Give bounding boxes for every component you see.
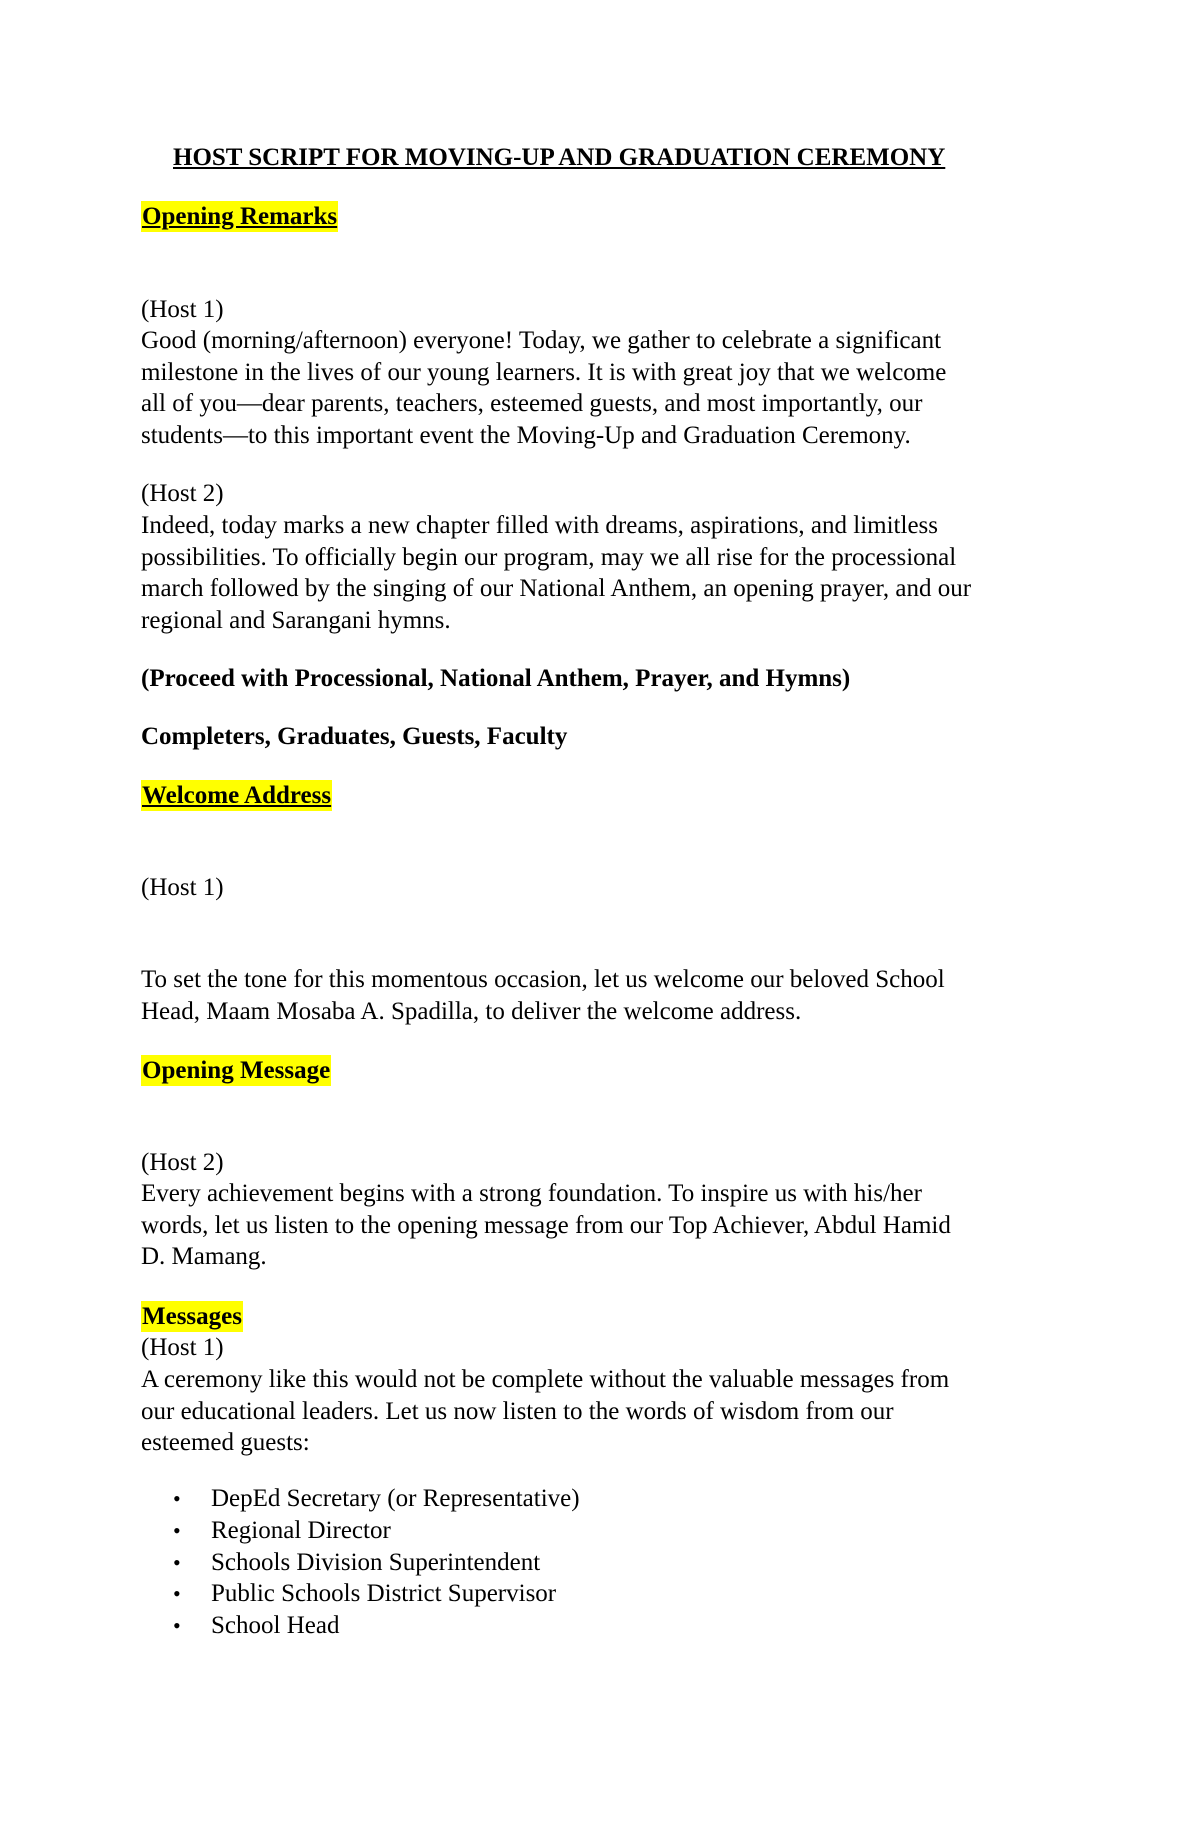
heading-opening-message-text: Opening Message [142,1057,331,1084]
paragraph-line: our educational leaders. Let us now listen to the words of wisdom from our [141,1397,894,1425]
list-item [141,1610,580,1642]
paragraph-line: possibilities. To officially begin our program, may we all rise for the processional [141,543,957,571]
bullet-icon: • [173,1581,181,1607]
heading-welcome-address-text: Welcome Address [142,782,332,809]
paragraph-line: Indeed, today marks a new chapter filled with dreams, aspirations, and limitless [141,512,938,539]
list-item [141,1547,580,1579]
paragraph-line: Good (morning/afternoon) everyone! Today, we gather to celebrate a significant [141,327,942,354]
heading-messages-text: Messages [142,1303,242,1330]
guest-list [141,1483,580,1642]
heading-welcome-address [141,780,332,811]
list-item-label: School Head [211,1612,340,1640]
host2-label: (Host 2) [141,480,224,507]
program-cue: (Proceed with Processional, National Anthem, Prayer, and Hymns) [141,665,851,692]
paragraph-line: To set the tone for this momentous occasion, let us welcome our beloved School [141,966,945,993]
host1-label: (Host 1) [141,296,224,323]
paragraph-line: regional and Sarangani hymns. [141,606,451,634]
paragraph-line: Head, Maam Mosaba A. Spadilla, to deliver the welcome address. [141,997,802,1025]
list-item-label: Regional Director [211,1516,391,1544]
paragraph-line: D. Mamang. [141,1243,267,1270]
opening-message-paragraph [141,1178,951,1273]
heading-opening-remarks [141,201,338,232]
paragraph-line: Every achievement begins with a strong foundation. To inspire us with his/her [141,1180,922,1207]
paragraph-line: milestone in the lives of our young learners. It is with great joy that we welcome [141,358,947,386]
host2-label: (Host 2) [141,1149,224,1176]
paragraph-line: A ceremony like this would not be complete without the valuable messages from [141,1366,950,1393]
paragraph-line: esteemed guests: [141,1429,310,1456]
heading-opening-remarks-text: Opening Remarks [142,203,338,230]
list-item [141,1578,580,1610]
host1-label: (Host 1) [141,874,224,901]
messages-paragraph [141,1364,949,1459]
host1-label: (Host 1) [141,1334,224,1361]
opening-remarks-host2-paragraph [141,510,971,636]
paragraph-line: all of you—dear parents, teachers, esteemed guests, and most importantly, our [141,390,923,417]
paragraph-line: march followed by the singing of our National Anthem, an opening prayer, and our [141,575,972,602]
paragraph-line: words, let us listen to the opening message from our Top Achiever, Abdul Hamid [141,1211,951,1239]
paragraph-line: students—to this important event the Moving-Up and Graduation Ceremony. [141,421,911,449]
heading-opening-message [141,1055,331,1086]
bullet-icon: • [173,1486,181,1511]
list-item-label: Schools Division Superintendent [211,1548,541,1576]
list-item-label: DepEd Secretary (or Representative) [211,1485,580,1512]
document-title: HOST SCRIPT FOR MOVING-UP AND GRADUATION CEREMONY [173,144,946,171]
bullet-icon: • [173,1613,181,1639]
list-item [141,1483,580,1515]
bullet-icon: • [173,1549,181,1575]
heading-messages [141,1301,243,1332]
list-item-label: Public Schools District Supervisor [211,1580,557,1608]
attendees-line: Completers, Graduates, Guests, Faculty [141,723,568,750]
welcome-address-paragraph [141,964,945,1027]
bullet-icon: • [173,1517,181,1543]
list-item [141,1515,580,1547]
opening-remarks-host1-paragraph [141,325,946,451]
